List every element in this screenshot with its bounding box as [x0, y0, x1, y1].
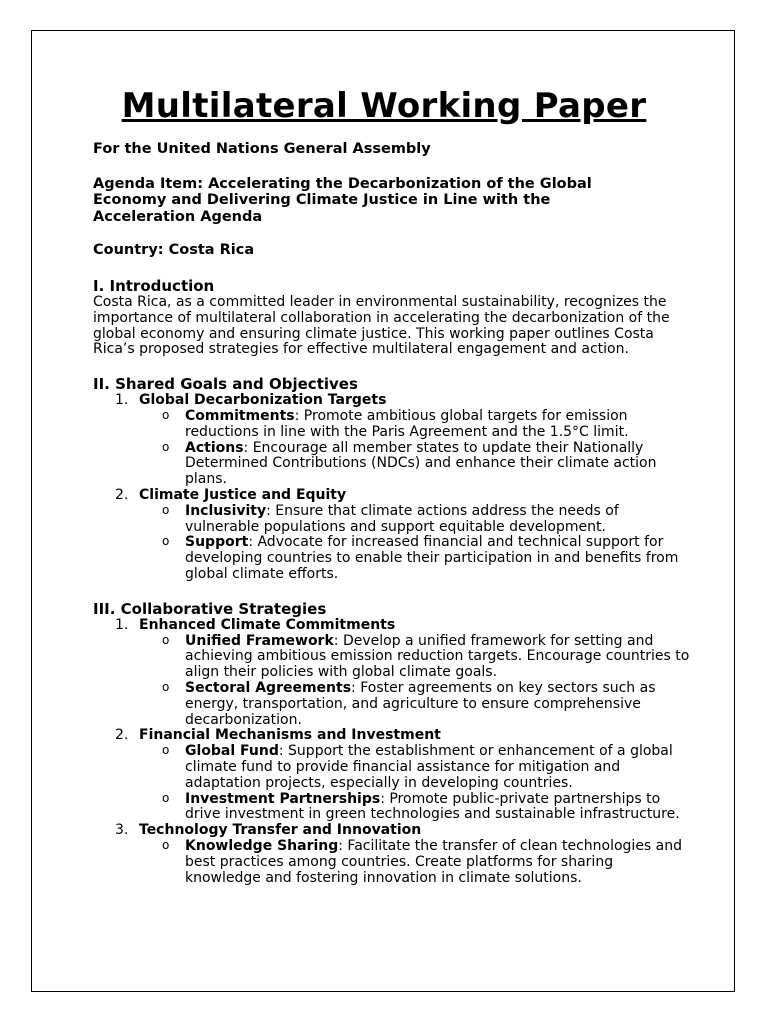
list-item — [93, 488, 693, 504]
bullet-marker: o — [162, 790, 170, 805]
bullet-term: Unified Framework — [185, 632, 334, 649]
list-number: 2. — [115, 727, 129, 744]
bullet-text: : Encourage all member states to update their Nationally Determined Contributions (NDCs) and enhance their climate action plans. — [185, 439, 657, 488]
list-item-title: Climate Justice and Equity — [139, 487, 347, 504]
list-item-title: Financial Mechanisms and Investment — [139, 727, 441, 744]
bullet-term: Commitments — [185, 408, 295, 425]
list-item — [93, 618, 693, 634]
bullet-marker: o — [162, 632, 170, 647]
section-heading: II. Shared Goals and Objectives — [93, 375, 358, 394]
list-item — [93, 728, 693, 744]
list-number: 1. — [115, 392, 129, 409]
list-item-title: Global Decarbonization Targets — [139, 392, 387, 409]
bullet-term: Inclusivity — [185, 502, 267, 519]
list-item-title: Enhanced Climate Commitments — [139, 616, 396, 633]
bullet-marker: o — [162, 502, 170, 517]
list-item — [93, 823, 693, 839]
bullet-marker: o — [162, 408, 170, 423]
bullet-term: Global Fund — [185, 743, 279, 760]
bullet-term: Support — [185, 534, 249, 551]
bullet-item — [93, 535, 693, 582]
bullet-term: Knowledge Sharing — [185, 838, 339, 854]
document-body — [93, 142, 693, 886]
bullet-item — [93, 634, 693, 681]
bullet-item — [93, 681, 693, 728]
bullet-text: : Support the establishment or enhancement of a global climate fund to provide financial assistance for mitigation and adaptation projects, especially in developing countries. — [185, 743, 673, 791]
list-item — [93, 393, 693, 409]
agenda-line: Agenda Item: Accelerating the Decarbonization of the Global Economy and Delivering Climate Justice in Line with the Acceleration Agenda — [93, 175, 592, 225]
intro-paragraph: Costa Rica, as a committed leader in environmental sustainability, recognizes the importance of multilateral collaboration in accelerating the decarbonization of the global economy and ensuring climate justice. This working paper outlines Costa Rica’s proposed strategies for effective multilateral engagement and action. — [93, 294, 670, 358]
bullet-text: : Foster agreements on key sectors such as energy, transportation, and agriculture to ensure comprehensive decarbonization. — [185, 680, 656, 728]
bullet-marker: o — [162, 534, 170, 549]
bullet-text: : Develop a unified framework for setting and achieving ambitious emission reduction targets. Encourage countries to align their policies with global climate goals. — [185, 632, 690, 681]
bullet-marker: o — [162, 743, 170, 758]
bullet-marker: o — [162, 680, 170, 695]
bullet-marker: o — [162, 439, 170, 454]
list-item-title: Technology Transfer and Innovation — [139, 822, 422, 839]
section-heading: I. Introduction — [93, 277, 215, 296]
document-title: Multilateral Working Paper — [121, 86, 647, 126]
bullet-text: : Advocate for increased financial and technical support for developing countries to enable their participation in and benefits from global climate efforts. — [185, 534, 679, 583]
bullet-item — [93, 744, 693, 791]
bullet-marker: o — [162, 838, 170, 852]
bullet-term: Investment Partnerships — [185, 790, 381, 807]
list-number: 2. — [115, 487, 129, 504]
bullet-item — [93, 504, 693, 536]
list-number: 3. — [115, 822, 129, 839]
bullet-text: : Promote public-private partnerships to drive investment in green technologies and sustainable infrastructure. — [185, 790, 680, 823]
country-line: Country: Costa Rica — [93, 242, 255, 259]
bullet-item — [93, 409, 693, 441]
bullet-text: : Facilitate the transfer of clean technologies and best practices among countries. Create platforms for sharing knowledge and fostering innovation in climate solutions. — [185, 838, 683, 886]
bullet-item — [93, 441, 693, 488]
bullet-item — [93, 839, 693, 886]
bullet-term: Sectoral Agreements — [185, 680, 352, 697]
bullet-text: : Ensure that climate actions address the needs of vulnerable populations and support equitable development. — [185, 502, 619, 535]
bullet-term: Actions — [185, 439, 244, 456]
for-line: For the United Nations General Assembly — [93, 141, 431, 157]
bullet-text: : Promote ambitious global targets for emission reductions in line with the Paris Agreement and the 1.5°C limit. — [185, 408, 629, 440]
list-number: 1. — [115, 616, 129, 633]
bullet-item — [93, 792, 693, 824]
section-heading: III. Collaborative Strategies — [93, 599, 327, 618]
